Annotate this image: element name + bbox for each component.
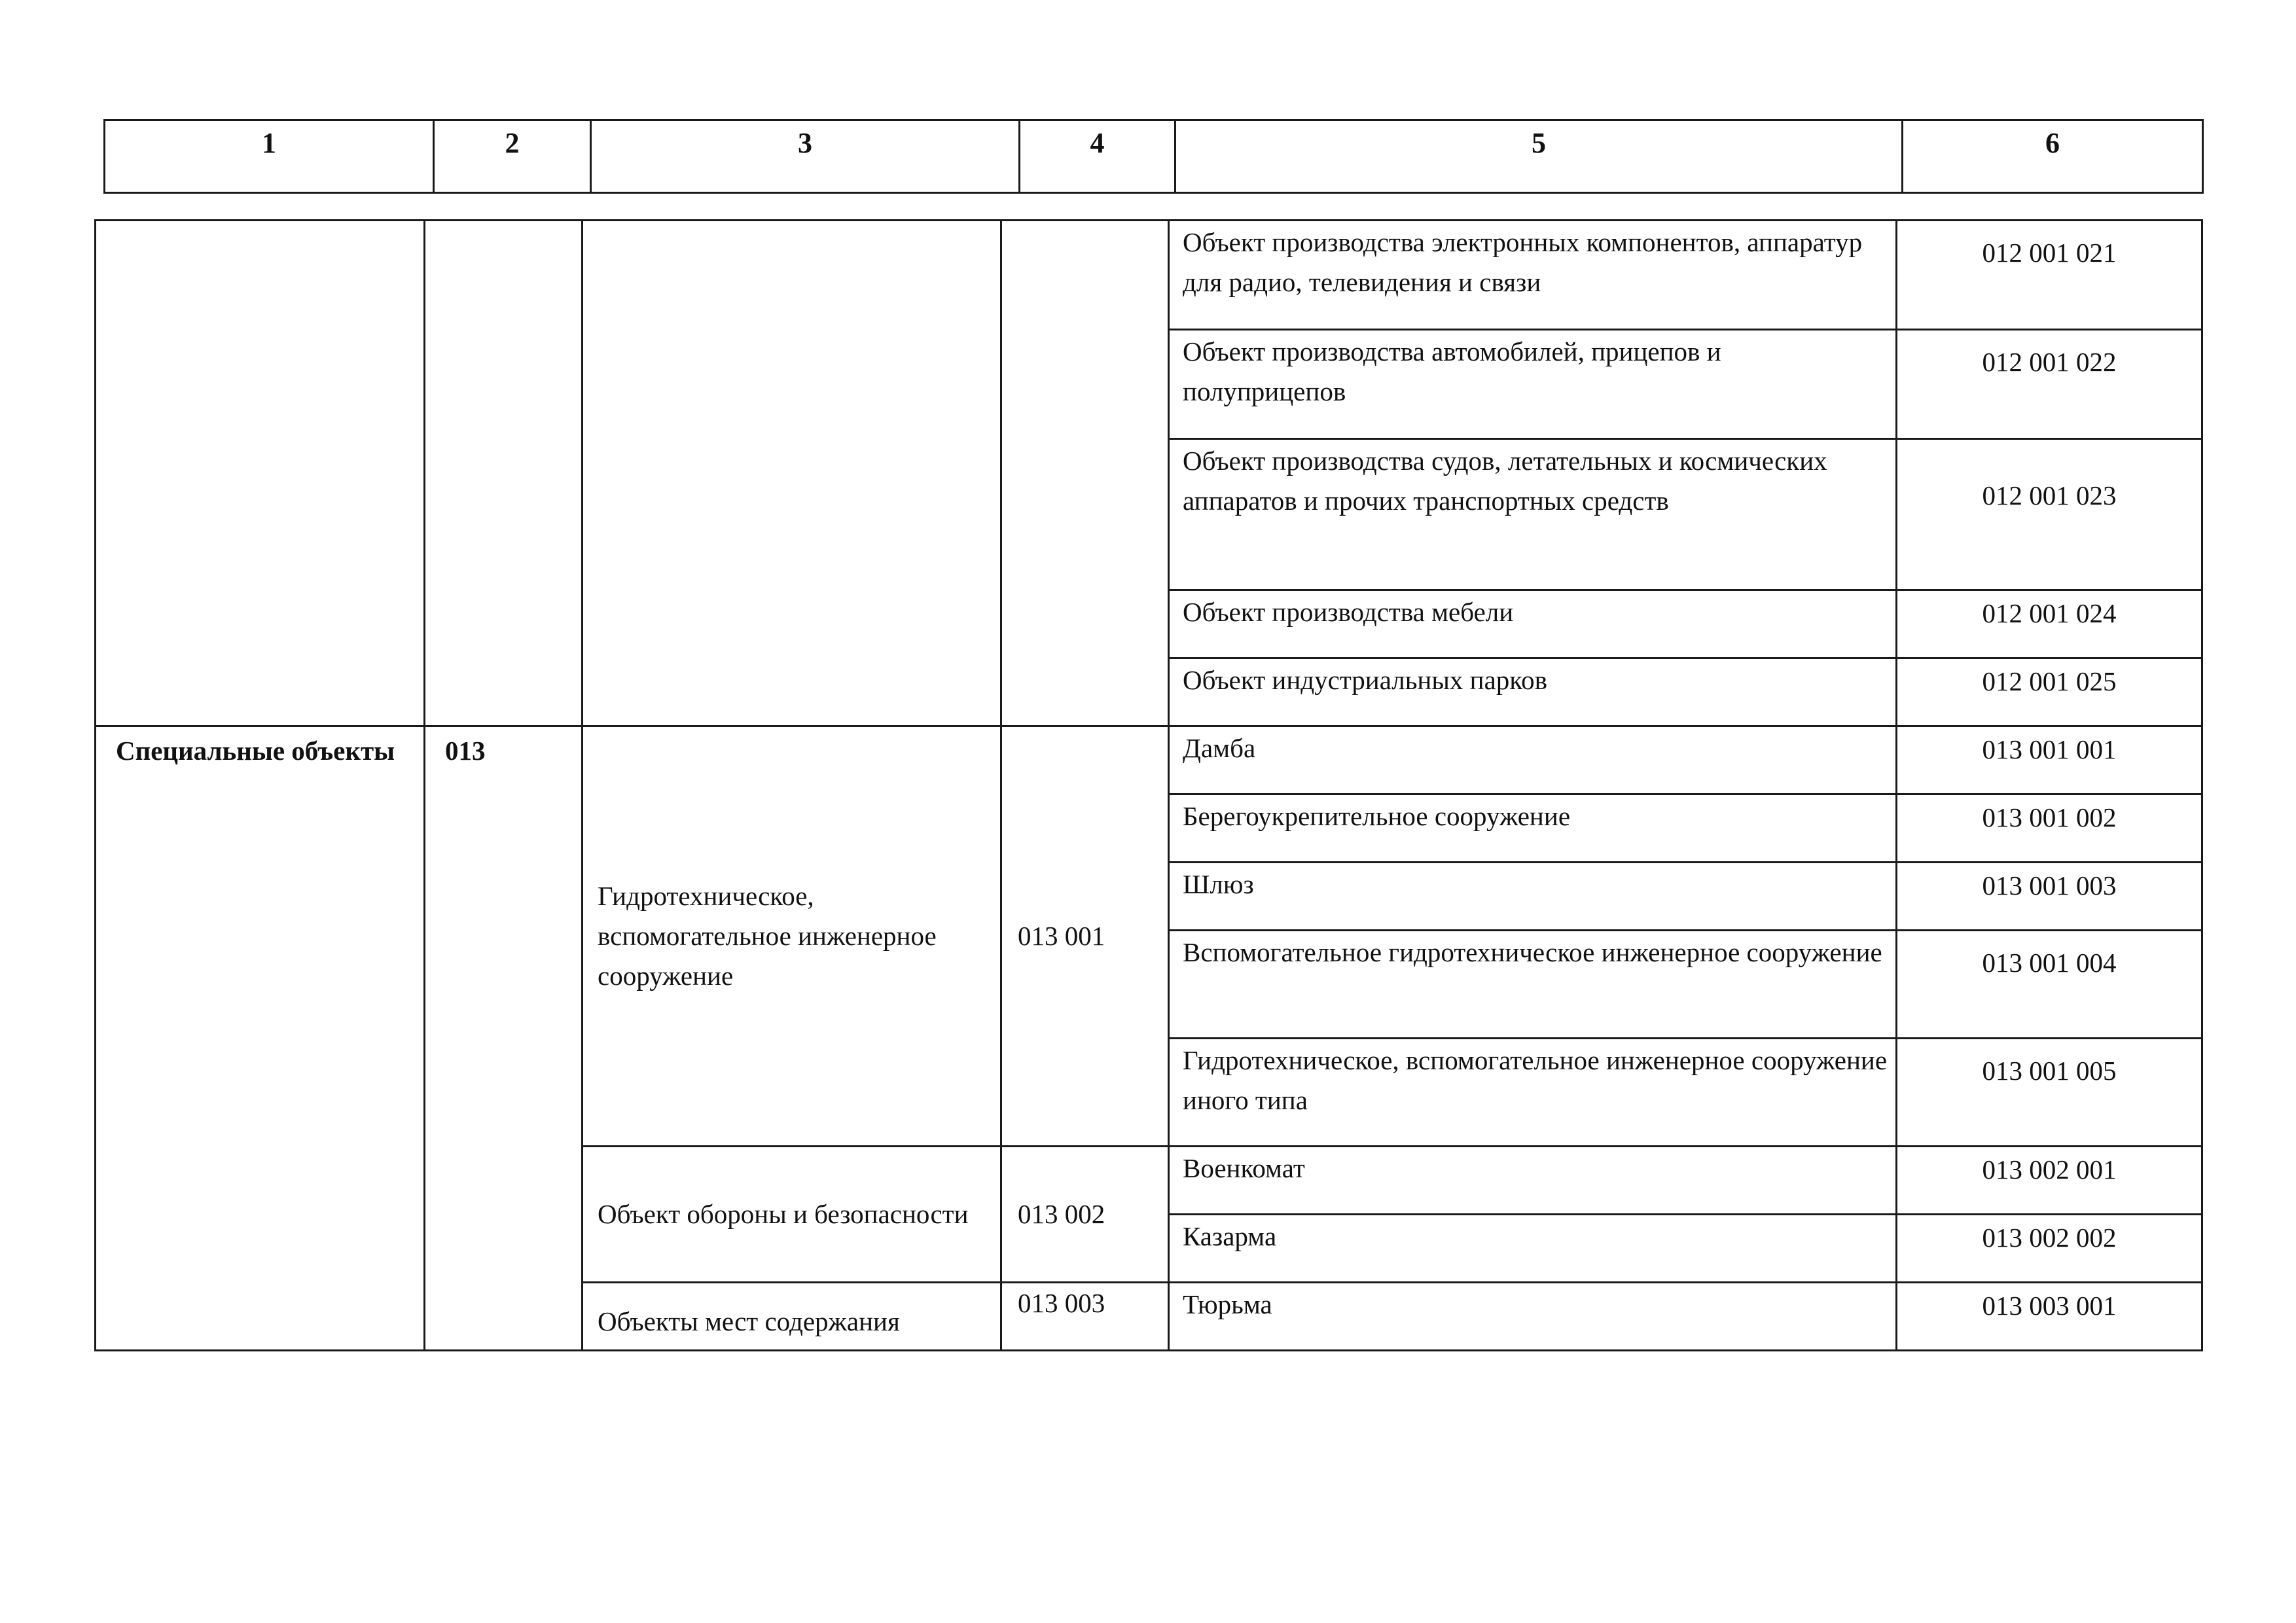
object-type-name: Объект производства автомобилей, прицепов и полуприцепов xyxy=(1169,330,1897,439)
object-type-code: 012 001 025 xyxy=(1897,658,2202,726)
group-name: Специальные объекты xyxy=(96,726,425,1351)
object-type-name: Объект производства судов, летательных и космических аппаратов и прочих транспортных средств xyxy=(1169,439,1897,590)
object-type-name: Шлюз xyxy=(1169,863,1897,931)
table-row xyxy=(96,726,2202,794)
object-type-name: Берегоукрепительное сооружение xyxy=(1169,794,1897,863)
object-type-code: 012 001 022 xyxy=(1897,330,2202,439)
object-type-code: 013 001 004 xyxy=(1897,931,2202,1039)
column-number-6: 6 xyxy=(1903,120,2203,193)
empty-cell-subgroup xyxy=(583,221,1001,726)
empty-cell-group-code xyxy=(425,221,583,726)
object-type-code: 012 001 021 xyxy=(1897,221,2202,330)
object-type-name: Вспомогательное гидротехническое инженерное сооружение xyxy=(1169,931,1897,1039)
object-type-code: 013 002 001 xyxy=(1897,1147,2202,1215)
object-type-name: Тюрьма xyxy=(1169,1283,1897,1351)
subgroup-code: 013 002 xyxy=(1001,1147,1169,1283)
object-type-code: 012 001 024 xyxy=(1897,590,2202,658)
table-row xyxy=(96,221,2202,330)
group-code: 013 xyxy=(425,726,583,1351)
column-number-3: 3 xyxy=(591,120,1020,193)
object-type-code: 013 001 002 xyxy=(1897,794,2202,863)
object-type-name: Объект производства мебели xyxy=(1169,590,1897,658)
object-type-name: Гидротехническое, вспомогательное инженерное сооружение иного типа xyxy=(1169,1039,1897,1147)
object-type-name: Объект индустриальных парков xyxy=(1169,658,1897,726)
object-type-name: Дамба xyxy=(1169,726,1897,794)
column-number-5: 5 xyxy=(1175,120,1903,193)
column-number-4: 4 xyxy=(1020,120,1175,193)
empty-cell-subgroup-code xyxy=(1001,221,1169,726)
subgroup-name: Объект обороны и безопасности xyxy=(583,1147,1001,1283)
column-number-header xyxy=(103,119,2204,194)
column-number-2: 2 xyxy=(434,120,591,193)
subgroup-name: Объекты мест содержания xyxy=(583,1283,1001,1351)
header-row xyxy=(105,120,2203,193)
object-type-name: Казарма xyxy=(1169,1215,1897,1283)
column-number-1: 1 xyxy=(105,120,434,193)
object-type-name: Объект производства электронных компонентов, аппаратур для радио, телевидения и связи xyxy=(1169,221,1897,330)
object-type-code: 013 002 002 xyxy=(1897,1215,2202,1283)
object-type-code: 013 003 001 xyxy=(1897,1283,2202,1351)
object-type-code: 013 001 001 xyxy=(1897,726,2202,794)
object-type-name: Военкомат xyxy=(1169,1147,1897,1215)
object-type-code: 013 001 003 xyxy=(1897,863,2202,931)
classifier-table xyxy=(94,219,2203,1351)
subgroup-name: Гидротехническое, вспомогательное инженерное сооружение xyxy=(583,726,1001,1147)
subgroup-code: 013 001 xyxy=(1001,726,1169,1147)
empty-cell-group xyxy=(96,221,425,726)
subgroup-code: 013 003 xyxy=(1001,1283,1169,1351)
object-type-code: 012 001 023 xyxy=(1897,439,2202,590)
object-type-code: 013 001 005 xyxy=(1897,1039,2202,1147)
